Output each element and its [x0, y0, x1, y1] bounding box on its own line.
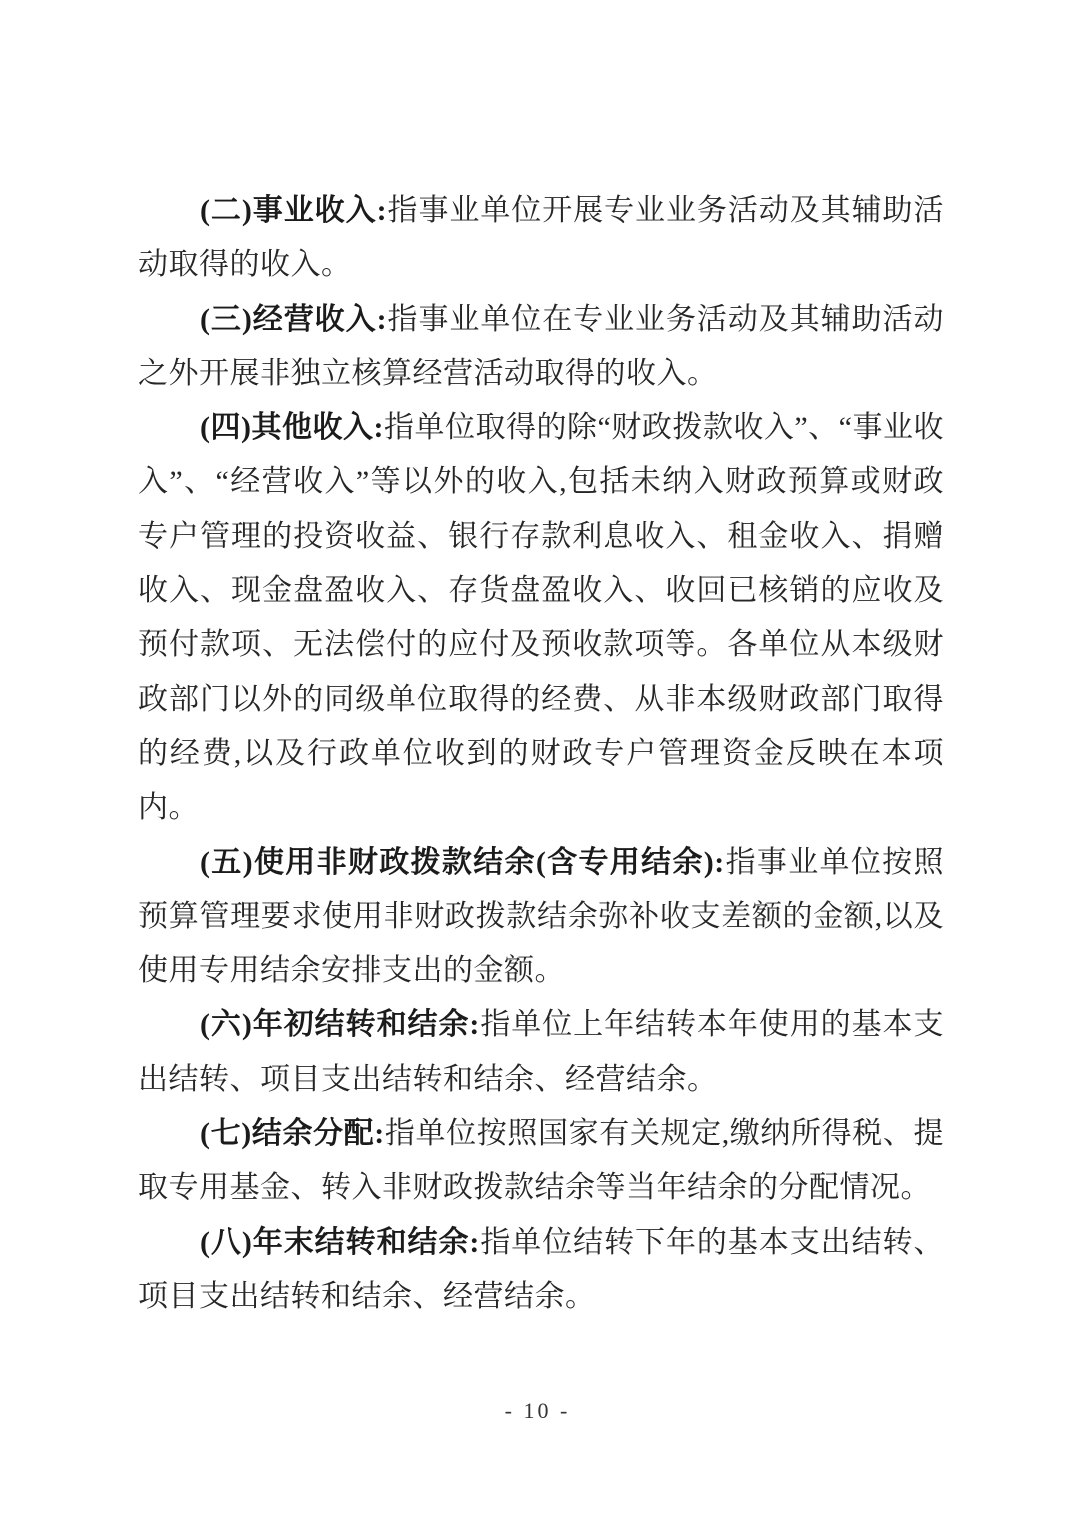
paragraph-heading: (二)事业收入:: [200, 194, 388, 227]
paragraph-body: 指单位结转下年的基本支出结转、项目支出结转和结余、经营结余。: [138, 1225, 944, 1313]
paragraph-body: 指事业单位在专业业务活动及其辅助活动之外开展非独立核算经营活动取得的收入。: [138, 302, 944, 390]
paragraph-body: 指单位取得的除“财政拨款收入”、“事业收入”、“经营收入”等以外的收入,包括未纳入财政预算或财政专户管理的投资收益、银行存款利息收入、租金收入、捐赠收入、现金盘盈收入、存货盘盈收入、收回已核销的应收及预付款项、无法偿付的应付及预收款项等。各单位从本级财政部门以外的同级单位取得的经费、从非本级财政部门取得的经费,以及行政单位收到的财政专户管理资金反映在本项内。: [138, 411, 944, 825]
paragraph-body: 指事业单位开展专业业务活动及其辅助活动取得的收入。: [138, 194, 944, 282]
paragraph-heading: (六)年初结转和结余:: [200, 1008, 480, 1042]
page-footer: [0, 1398, 1075, 1424]
paragraph: [138, 836, 944, 999]
paragraph: [138, 184, 944, 293]
paragraph-body: 指事业单位按照预算管理要求使用非财政拨款结余弥补收支差额的金额,以及使用专用结余安排支出的金额。: [138, 845, 945, 988]
paragraph: [138, 1107, 944, 1216]
paragraph: [138, 293, 944, 402]
paragraph: [138, 401, 944, 835]
paragraph-heading: (七)结余分配:: [200, 1117, 385, 1151]
page-number: - 10 -: [504, 1398, 571, 1423]
paragraph-heading: (五)使用非财政拨款结余(含专用结余):: [200, 845, 725, 879]
document-body: [138, 184, 944, 1324]
paragraph-body: 指单位上年结转本年使用的基本支出结转、项目支出结转和结余、经营结余。: [138, 1008, 944, 1096]
paragraph-heading: (三)经营收入:: [200, 302, 388, 336]
paragraph: [138, 1216, 944, 1325]
paragraph: [138, 998, 944, 1107]
paragraph-body: 指单位按照国家有关规定,缴纳所得税、提取专用基金、转入非财政拨款结余等当年结余的分配情况。: [138, 1117, 945, 1205]
paragraph-heading: (四)其他收入:: [200, 411, 384, 445]
paragraph-heading: (八)年末结转和结余:: [200, 1225, 480, 1259]
